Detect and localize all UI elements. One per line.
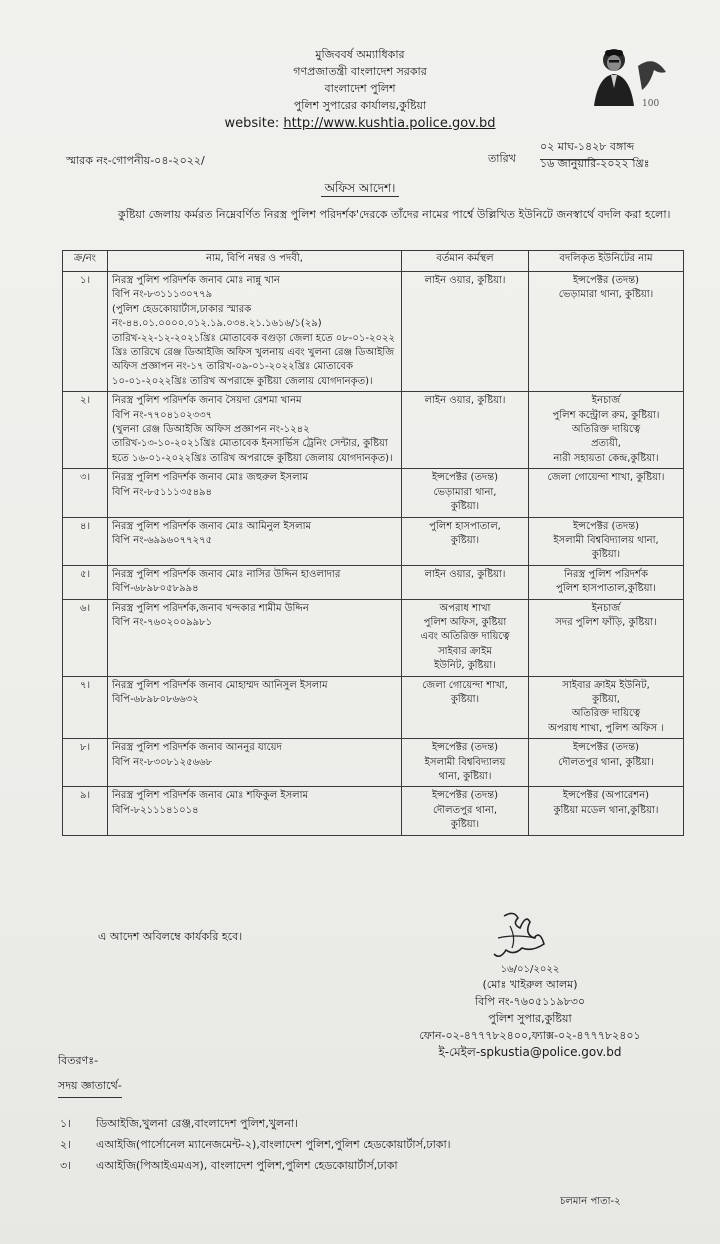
mujib-centenary-logo-icon — [584, 44, 672, 114]
transferred-unit-line: পুলিশ কন্ট্রোল রুম, কুষ্টিয়া। — [552, 409, 660, 421]
continued-page-note: চলমান পাতা-২ — [560, 1196, 621, 1207]
current-post-line: লাইন ওয়ার, কুষ্টিয়া। — [424, 395, 506, 407]
date-label: তারিখ — [488, 152, 516, 165]
transferred-unit-line: ইন্সপেক্টর (তদন্ত) — [572, 520, 640, 532]
transferred-unit-line: অতিরিক্ত দায়িত্বে — [571, 708, 641, 720]
officer-bp-number: বিপি নং-৮৫১১১৩৫৪৯৪ — [112, 486, 213, 498]
row-serial: ২। — [63, 392, 108, 469]
row-transferred-unit — [529, 565, 684, 599]
transferred-unit-line: প্রত্যয়ী, — [591, 438, 621, 450]
list-item-number: ১। — [60, 1117, 72, 1130]
officer-joining-note: (খুলনা রেঞ্জ ডিআইজি অফিস প্রজ্ঞাপন নং-১২৪২ তারিখ-১৩-১০-২০২১খ্রিঃ মোতাবেক ইনসার্ভিস ট্রেনিং সেন্টার, কুষ্টিয়া হতে ১৬-০১-২০২২খ্রিঃ তারিখ অপরাহ্নে কুষ্টিয়া জেলায় যোগদানকৃত)। — [112, 424, 393, 464]
date-bangla: ০২ মাঘ-১৪২৮ বঙ্গাব্দ — [540, 138, 634, 160]
table-row — [63, 517, 684, 565]
officer-bp-number: বিপি নং-৭৬০২০০৯৯৮১ — [112, 616, 213, 628]
row-transferred-unit — [529, 517, 684, 565]
current-post-line: লাইন ওয়ার, কুষ্টিয়া। — [424, 275, 506, 286]
table-row — [63, 469, 684, 517]
transferred-unit-line: কুষ্টিয়া, — [592, 693, 620, 705]
closing-line: এ আদেশ অবিলম্বে কার্যকরি হবে। — [98, 930, 243, 943]
officer-bp-number: বিপি-৬৮৯৮০৮৬৬৩২ — [112, 693, 199, 705]
table-row — [63, 676, 684, 739]
subject-text: অফিস আদেশ। — [321, 181, 400, 197]
current-post-line: ভেড়ামারা থানা, — [433, 486, 497, 498]
transferred-unit-line: সদর পুলিশ ফাঁড়ি, কুষ্টিয়া। — [555, 616, 657, 628]
current-post-line: অপরাধ শাখা — [439, 602, 491, 614]
signer-name: (মোঃ খাইরুল আলম) — [482, 978, 578, 991]
current-post-line: ইসলামী বিশ্ববিদ্যালয় — [424, 756, 506, 768]
transferred-unit-line: নারী সহায়তা কেন্দ্র,কুষ্টিয়া। — [553, 452, 659, 464]
officer-name: নিরস্ত্র পুলিশ পরিদর্শক জনাব মোঃ জহুরুল ইসলাম — [112, 472, 309, 484]
transferred-unit-line: সাইবার ক্রাইম ইউনিট, — [562, 679, 650, 691]
row-current-post — [402, 599, 529, 676]
current-post-line: জেলা গোয়েন্দা শাখা, — [422, 679, 508, 691]
signer-designation: পুলিশ সুপার,কুষ্টিয়া — [488, 1012, 572, 1025]
transferred-unit-line: পুলিশ হাসপাতাল,কুষ্টিয়া। — [556, 583, 656, 595]
intro-paragraph: কুষ্টিয়া জেলায় কর্মরত নিম্নেবর্ণিত নিরস্ত্র পুলিশ পরিদর্শক'দেরকে তাঁদের নামের পার্শ্বে উল্লিখিত ইউনিটে জনস্বার্থে বদলি করা হলো। — [118, 208, 671, 221]
current-post-line: সাইবার ক্রাইম — [438, 645, 492, 657]
transferred-unit-line: কুষ্টিয়া মডেল থানা,কুষ্টিয়া। — [553, 804, 659, 816]
transferred-unit-line: দৌলতপুর থানা, কুষ্টিয়া। — [558, 756, 654, 768]
website-label: website: — [224, 116, 280, 131]
col-current-post: বর্তমান কর্মস্থল — [402, 251, 529, 272]
row-officer-details — [108, 272, 402, 392]
current-post-line: কুষ্টিয়া। — [450, 534, 480, 546]
list-item-number: ২। — [60, 1138, 72, 1151]
signer-bp: বিপি নং-৭৬০৫১১৯৮৩০ — [474, 995, 586, 1008]
row-officer-details — [108, 787, 402, 835]
officer-name: নিরস্ত্র পুলিশ পরিদর্শক জনাব মোঃ নান্নু খান — [112, 275, 280, 286]
current-post-line: ইন্সপেক্টর (তদন্ত) — [431, 472, 499, 484]
table-header-row — [63, 251, 684, 272]
website-link[interactable]: http://www.kushtia.police.gov.bd — [283, 116, 496, 131]
letterhead-line-3: বাংলাদেশ পুলিশ — [324, 82, 396, 95]
distribution-action-label: সদয় জ্ঞাতার্থে- — [58, 1077, 122, 1098]
col-transferred-unit: বদলিকৃত ইউনিটের নাম — [529, 251, 684, 272]
officer-name: নিরস্ত্র পুলিশ পরিদর্শক জনাব আননুর যায়েদ — [112, 742, 282, 754]
transferred-unit-line: অতিরিক্ত দায়িত্বে — [571, 424, 641, 436]
current-post-line: ইন্সপেক্টর (তদন্ত) — [431, 790, 499, 802]
officer-bp-number: বিপি-৮২১১১৪১০১৪ — [112, 804, 199, 816]
officer-name: নিরস্ত্র পুলিশ পরিদর্শক জনাব মোহাম্মদ আনিসুল ইসলাম — [112, 679, 328, 691]
current-post-line: পুলিশ অফিস, কুষ্টিয়া — [423, 616, 507, 628]
row-transferred-unit — [529, 599, 684, 676]
signer-email: ই-মেইল-spkustia@police.gov.bd — [438, 1045, 622, 1059]
list-item-text: এআইজি(পার্সোনেল ম্যানেজমেন্ট-২),বাংলাদেশ পুলিশ,পুলিশ হেডকোয়ার্টার্স,ঢাকা। — [96, 1138, 451, 1151]
row-serial: ৮। — [63, 739, 108, 787]
row-officer-details — [108, 565, 402, 599]
officer-joining-note: (পুলিশ হেডকোয়ার্টাস,ঢাকার স্মারক নং-৪৪.০১.০০০০.০১২.১৯.০৩৪.২১.১৬১৬/১(২৯) তারিখ-২২-১২-২০২১খ্রিঃ মোতাবেক বগুড়া জেলা হতে ০৮-০১-২০২২ খ্রিঃ তারিখে রেঞ্জ ডিআইজি অফিস খুলনায় এবং খুলনা রেঞ্জ ডিআইজি অফিস প্রজ্ঞাপন নং-১৭ তারিখ-০৯-০১-২০২২খ্রিঃ মোতাবেক ১০-০১-২০২২খ্রিঃ তারিখ অপরাহ্নে কুষ্টিয়া জেলায় যোগদানকৃত)। — [112, 303, 395, 387]
officer-name: নিরস্ত্র পুলিশ পরিদর্শক জনাব মোঃ শফিকুল ইসলাম — [112, 790, 309, 802]
row-current-post — [402, 392, 529, 469]
current-post-line: কুষ্টিয়া। — [450, 693, 480, 705]
officer-name: নিরস্ত্র পুলিশ পরিদর্শক জনাব মোঃ নাসির উদ্দিন হাওলাদার — [112, 568, 341, 580]
table-row — [63, 392, 684, 469]
officer-name: নিরস্ত্র পুলিশ পরিদর্শক জনাব মোঃ আমিনুল ইসলাম — [112, 520, 312, 532]
officer-bp-number: বিপি নং-৮৩০৮১২৫৬৬৮ — [112, 756, 213, 768]
transferred-unit-line: ইন্সপেক্টর (তদন্ত) — [572, 742, 640, 754]
table-row — [63, 599, 684, 676]
letterhead-line-4: পুলিশ সুপারের কার্যালয়,কুষ্টিয়া — [293, 99, 427, 112]
signature-icon — [474, 908, 564, 970]
row-serial: ১। — [63, 272, 108, 392]
officer-name: নিরস্ত্র পুলিশ পরিদর্শক জনাব সৈয়দা রেশমা খানম — [112, 395, 302, 407]
row-current-post — [402, 469, 529, 517]
row-transferred-unit — [529, 787, 684, 835]
transferred-unit-line: নিরস্ত্র পুলিশ পরিদর্শক — [564, 568, 648, 580]
current-post-line: ইউনিট, কুষ্টিয়া। — [434, 660, 496, 672]
row-serial: ৫। — [63, 565, 108, 599]
letterhead-line-1: মুজিববর্ষ অম্যাধিকার — [315, 48, 405, 61]
table-row — [63, 787, 684, 835]
row-transferred-unit — [529, 272, 684, 392]
distribution-list — [60, 1113, 451, 1176]
transferred-unit-line: ইনচার্জ — [591, 395, 621, 407]
col-serial: ক্র/নং — [63, 251, 108, 272]
row-officer-details — [108, 469, 402, 517]
transferred-unit-line: জেলা গোয়েন্দা শাখা, কুষ্টিয়া। — [547, 472, 665, 484]
current-post-line: ইন্সপেক্টর (তদন্ত) — [431, 742, 499, 754]
row-serial: ৬। — [63, 599, 108, 676]
transferred-unit-line: ইসলামী বিশ্ববিদ্যালয় থানা, — [553, 534, 659, 546]
row-transferred-unit — [529, 676, 684, 739]
list-item — [60, 1134, 451, 1155]
svg-text:100: 100 — [642, 99, 660, 109]
row-current-post — [402, 565, 529, 599]
officer-bp-number: বিপি নং-৬৯৯৬০৭৭২৭৫ — [112, 534, 213, 546]
list-item-text: এআইজি(পিআইএমএস), বাংলাদেশ পুলিশ,পুলিশ হেডকোয়ার্টার্স,ঢাকা — [96, 1159, 398, 1172]
current-post-line: লাইন ওয়ার, কুষ্টিয়া। — [424, 568, 506, 580]
subject-heading — [0, 177, 720, 200]
transfer-table — [62, 250, 684, 836]
row-current-post — [402, 517, 529, 565]
current-post-line: কুষ্টিয়া। — [450, 819, 480, 831]
transferred-unit-line: ভেড়ামারা থানা, কুষ্টিয়া। — [558, 289, 654, 301]
table-body — [63, 272, 684, 836]
current-post-line: থানা, কুষ্টিয়া। — [438, 771, 492, 782]
signer-contact: ফোন-০২-৪৭৭৭৮২৪০০,ফ্যাক্স-০২-৪৭৭৭৮২৪০১ — [419, 1029, 641, 1042]
website-line — [0, 114, 720, 134]
row-officer-details — [108, 739, 402, 787]
transferred-unit-line: ইনচার্জ — [591, 602, 621, 614]
list-item-number: ৩। — [60, 1159, 72, 1172]
row-officer-details — [108, 392, 402, 469]
transferred-unit-line: অপরাধ শাখা, পুলিশ অফিস । — [548, 722, 664, 734]
list-item-text: ডিআইজি,খুলনা রেঞ্জ,বাংলাদেশ পুলিশ,খুলনা। — [96, 1117, 298, 1130]
row-serial: ৯। — [63, 787, 108, 835]
row-transferred-unit — [529, 739, 684, 787]
list-item — [60, 1155, 451, 1176]
table-row — [63, 565, 684, 599]
row-current-post — [402, 272, 529, 392]
col-name: নাম, বিপি নম্বর ও পদবী, — [108, 251, 402, 272]
row-officer-details — [108, 676, 402, 739]
current-post-line: কুষ্টিয়া। — [450, 501, 480, 513]
date-english: ১৬ জানুয়ারি-২০২২ খ্রিঃ — [540, 157, 650, 170]
officer-name: নিরস্ত্র পুলিশ পরিদর্শক,জনাব খন্দকার শামীম উদ্দিন — [112, 602, 309, 614]
row-transferred-unit — [529, 392, 684, 469]
row-serial: ৪। — [63, 517, 108, 565]
current-post-line: পুলিশ হাসপাতাল, — [429, 520, 501, 532]
signature-date: ১৬/০১/২০২২ — [500, 964, 560, 975]
officer-bp-number: বিপি নং-৭৭০৪১০২৩৩৭ — [112, 409, 213, 421]
table-row — [63, 272, 684, 392]
row-serial: ৭। — [63, 676, 108, 739]
row-current-post — [402, 739, 529, 787]
signature-block — [414, 964, 646, 1061]
row-current-post — [402, 787, 529, 835]
officer-bp-number: বিপি-৬৮৯৮০৫৮৯৯৪ — [112, 583, 199, 595]
transferred-unit-line: ইন্সপেক্টর (তদন্ত) — [572, 275, 640, 286]
row-officer-details — [108, 599, 402, 676]
row-officer-details — [108, 517, 402, 565]
table-row — [63, 739, 684, 787]
list-item — [60, 1113, 451, 1134]
officer-bp-number: বিপি নং-৮৩১১১৩০৭৭৯ — [112, 289, 213, 301]
letterhead-line-2: গণপ্রজাতন্ত্রী বাংলাদেশ সরকার — [293, 65, 427, 78]
memo-number: স্মারক নং-গোপনীয়-০৪-২০২২/ — [66, 154, 205, 167]
transferred-unit-line: কুষ্টিয়া। — [591, 549, 621, 561]
distribution-label: বিতরণঃ- — [58, 1054, 99, 1067]
current-post-line: এবং অতিরিক্ত দায়িত্বে — [420, 631, 510, 643]
row-current-post — [402, 676, 529, 739]
row-serial: ৩। — [63, 469, 108, 517]
row-transferred-unit — [529, 469, 684, 517]
current-post-line: দৌলতপুর থানা, — [432, 804, 498, 816]
transferred-unit-line: ইন্সপেক্টর (অপারেশন) — [562, 790, 650, 802]
